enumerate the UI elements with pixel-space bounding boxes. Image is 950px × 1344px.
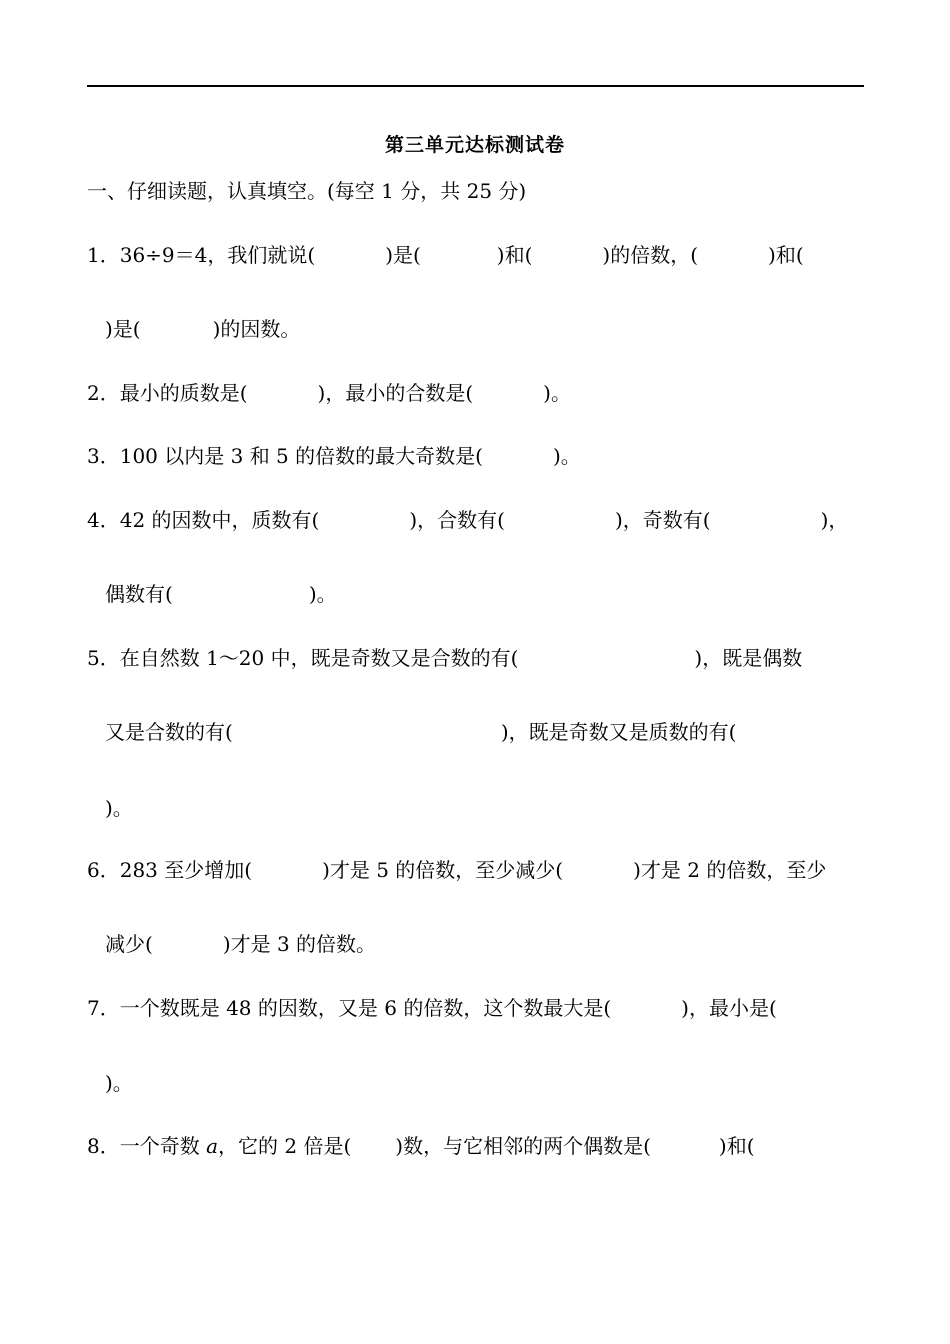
- question-7: 7．一个数既是 48 的因数，又是 6 的倍数，这个数最大是( )，最小是(: [87, 996, 777, 1020]
- question-1: 1．36÷9＝4，我们就说( )是( )和( )的倍数，( )和(: [87, 243, 804, 267]
- question-4: 4．42 的因数中，质数有( )，合数有( )，奇数有( )，: [87, 508, 849, 532]
- page-title: 第三单元达标测试卷: [384, 134, 565, 156]
- section-heading: 一、仔细读题，认真填空。(每空 1 分，共 25 分): [87, 179, 527, 203]
- question-8: 8．一个奇数 a，它的 2 倍是( )数，与它相邻的两个偶数是( )和(: [87, 1134, 755, 1158]
- question-2: 2．最小的质数是( )，最小的合数是( )。: [87, 381, 571, 405]
- header-rule: [87, 85, 864, 87]
- question-5-cont: 又是合数的有( )，既是奇数又是质数的有(: [105, 720, 737, 744]
- question-6-cont: 减少( )才是 3 的倍数。: [105, 932, 377, 956]
- variable-a: a: [206, 1134, 219, 1158]
- question-5-cont-2: )。: [105, 796, 133, 820]
- question-3: 3．100 以内是 3 和 5 的倍数的最大奇数是( )。: [87, 444, 581, 468]
- question-4-cont: 偶数有( )。: [105, 582, 337, 606]
- question-6: 6．283 至少增加( )才是 5 的倍数，至少减少( )才是 2 的倍数，至少: [87, 858, 827, 882]
- question-7-cont: )。: [105, 1071, 133, 1095]
- question-1-cont: )是( )的因数。: [105, 317, 301, 341]
- question-5: 5．在自然数 1～20 中，既是奇数又是合数的有( )，既是偶数: [87, 646, 803, 670]
